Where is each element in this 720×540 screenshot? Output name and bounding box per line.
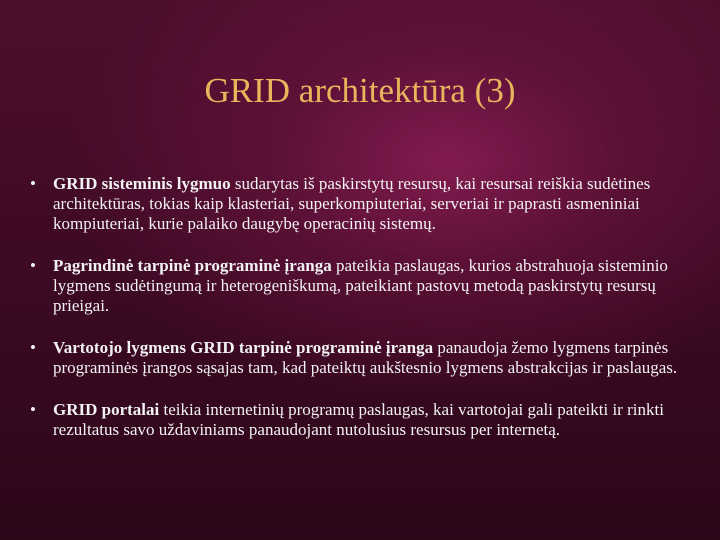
- bullet-item: [30, 256, 695, 316]
- bullet-text: panaudoja žemo lygmens tarpinės programinės įrangos sąsajas tam, kad pateiktų aukštesnio lygmens abstrakcijas ir paslaugas.: [53, 338, 678, 377]
- bullet-bold-text: GRID portalai: [53, 400, 160, 419]
- bullet-bold-text: Vartotojo lygmens GRID tarpinė programinė įranga: [53, 338, 434, 357]
- bullet-item: [30, 174, 695, 234]
- bullet-bold-text: Pagrindinė tarpinė programinė įranga: [53, 256, 332, 275]
- bullet-item: [30, 338, 695, 378]
- bullet-list: [30, 174, 695, 462]
- bullet-bold-text: GRID sisteminis lygmuo: [53, 174, 231, 193]
- bullet-item: [30, 400, 695, 440]
- bullet-text: pateikia paslaugas, kurios abstrahuoja sisteminio lygmens sudėtingumą ir heterogeniškumą, pateikiant pastovų metodą paskirstytų resursų prieigai.: [53, 256, 668, 315]
- bullet-marker: •: [30, 174, 36, 193]
- bullet-text: sudarytas iš paskirstytų resursų, kai resursai reiškia sudėtines architektūras, tokias kaip klasteriai, superkompiuteriai, serveriai ir paprasti asmeniniai kompiuteriai, kurie palaiko daugybę operacinių sistemų.: [53, 174, 651, 233]
- bullet-marker: •: [30, 338, 36, 357]
- bullet-text: teikia internetinių programų paslaugas, kai vartotojai gali pateikti ir rinkti rezultatus savo uždaviniams panaudojant nutolusius resursus per internetą.: [53, 400, 664, 439]
- bullet-marker: •: [30, 400, 36, 419]
- bullet-marker: •: [30, 256, 36, 275]
- slide-title: GRID architektūra (3): [204, 71, 516, 110]
